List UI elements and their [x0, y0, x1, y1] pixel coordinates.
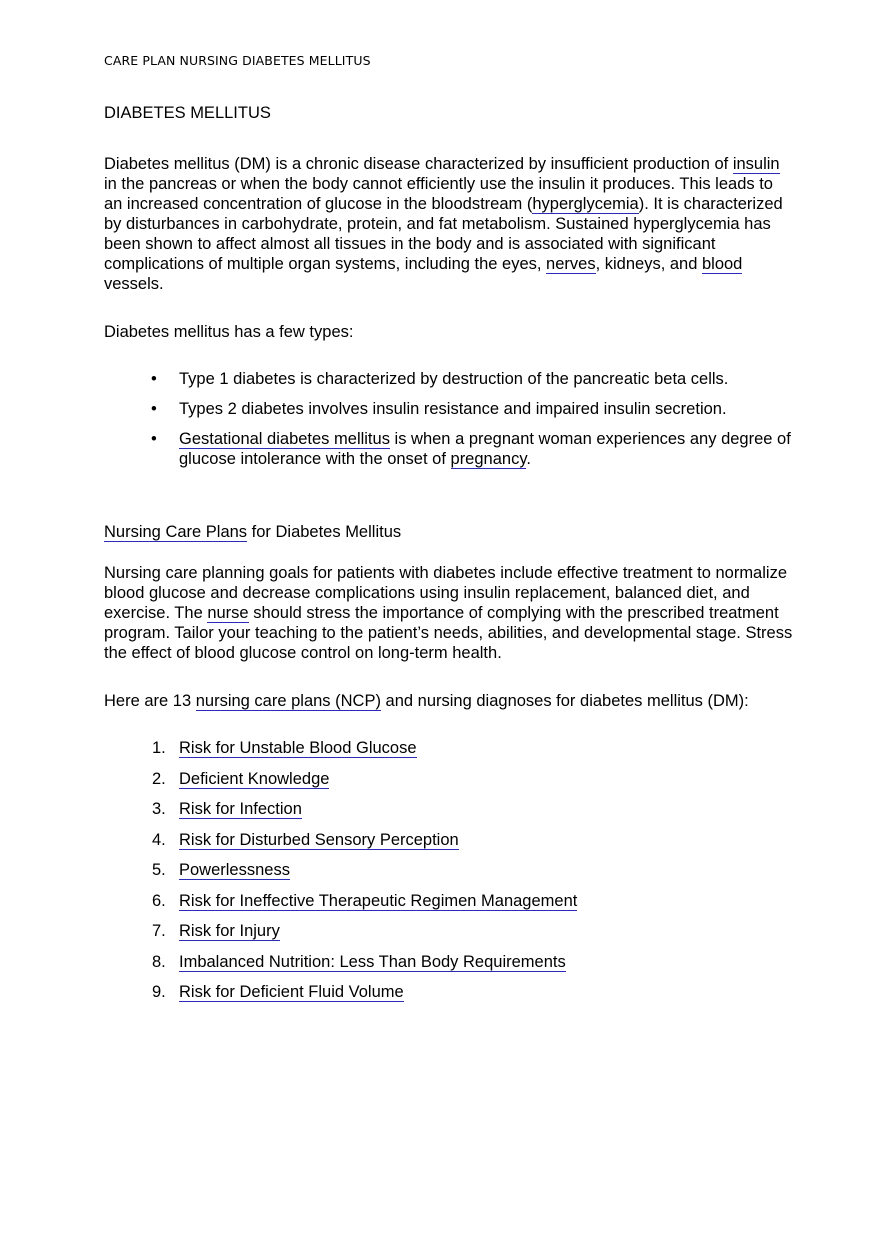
list-intro-text-2: and nursing diagnoses for diabetes mellitus (DM): [380, 692, 749, 710]
nerves-link[interactable]: nerves [546, 255, 596, 273]
nursing-care-plans-link[interactable]: Nursing Care Plans [104, 523, 248, 541]
insulin-link[interactable]: insulin [732, 155, 780, 173]
list-item [104, 830, 794, 850]
list-number: 1. [152, 739, 166, 757]
list-item [104, 769, 794, 789]
blood-link[interactable]: blood [701, 255, 743, 273]
list-item [104, 952, 794, 972]
ncp-item-link[interactable]: Risk for Ineffective Therapeutic Regimen Management [179, 891, 578, 910]
diabetes-types-list-wrap [104, 369, 794, 469]
section-heading [104, 522, 794, 542]
list-number: 8. [152, 952, 166, 971]
ncp-list [104, 738, 794, 1002]
hyperglycemia-link[interactable]: hyperglycemia [532, 195, 639, 213]
gestational-diabetes-link[interactable]: Gestational diabetes mellitus [179, 430, 390, 448]
list-item [104, 860, 794, 880]
ncp-item-link[interactable]: Risk for Infection [179, 800, 302, 818]
ncp-item-link[interactable]: Powerlessness [179, 861, 290, 879]
ncp-item-link[interactable]: Deficient Knowledge [179, 769, 330, 788]
types-intro: Diabetes mellitus has a few types: [104, 323, 354, 341]
intro-text-1: Diabetes mellitus (DM) is a chronic disease characterized by insufficient production of [104, 155, 733, 173]
list-number: 4. [152, 830, 166, 849]
document-body [104, 100, 794, 1013]
list-item [104, 891, 794, 911]
list-number: 6. [152, 891, 166, 910]
ncp-link[interactable]: nursing care plans (NCP) [195, 692, 381, 710]
intro-text-5: vessels. [104, 275, 164, 293]
goals-paragraph [104, 563, 794, 663]
ncp-item-link[interactable]: Risk for Deficient Fluid Volume [179, 983, 404, 1001]
list-number: 7. [152, 922, 166, 940]
list-item-type1: • Type 1 diabetes is characterized by destruction of the pancreatic beta cells. [104, 369, 794, 389]
list-number: 3. [152, 800, 166, 818]
list-item [104, 738, 794, 758]
running-header: CARE PLAN NURSING DIABETES MELLITUS [104, 53, 371, 68]
ncp-item-link[interactable]: Risk for Injury [179, 922, 280, 940]
list-item [104, 921, 794, 941]
ncp-item-link[interactable]: Imbalanced Nutrition: Less Than Body Requirements [179, 952, 566, 971]
list-number: 2. [152, 769, 166, 788]
ncp-item-link[interactable]: Risk for Disturbed Sensory Perception [179, 830, 459, 849]
nurse-link[interactable]: nurse [207, 604, 249, 622]
gestational-text-2: . [526, 450, 531, 468]
list-intro [104, 691, 794, 711]
ncp-item-link[interactable]: Risk for Unstable Blood Glucose [179, 739, 417, 757]
intro-paragraph [104, 154, 794, 294]
gestational-text-1: is when a pregnant woman experiences any degree of glucose intolerance with the onset of [179, 430, 791, 468]
intro-text-2: in the pancreas or when the body cannot efficiently use the insulin it produces. This leads to an increased concentration of glucose in the bloodstream ( [104, 175, 773, 213]
intro-text-4: , kidneys, and [595, 255, 702, 273]
diabetes-types-list [104, 369, 794, 469]
goals-text-2: should stress the importance of complying with the prescribed treatment program. Tailor your teaching to the patient’s needs, abilities, and developmental stage. Stress the effect of blood glucose control on long-term health. [104, 604, 793, 662]
document-title: DIABETES MELLITUS [104, 104, 271, 122]
list-item-type2: • Types 2 diabetes involves insulin resistance and impaired insulin secretion. [104, 399, 794, 419]
list-item [104, 799, 794, 819]
goals-text-1: Nursing care planning goals for patients with diabetes include effective treatment to normalize blood glucose and decrease complications using insulin replacement, balanced diet, and exercise. The [104, 564, 787, 622]
pregnancy-link[interactable]: pregnancy [450, 450, 527, 468]
section-heading-rest: for Diabetes Mellitus [247, 523, 402, 541]
list-intro-text-1: Here are 13 [104, 692, 196, 710]
intro-text-3: ). It is characterized by disturbances in carbohydrate, protein, and fat metabolism. Sustained hyperglycemia has been shown to affect almost all tissues in the body and is associated with significant complications of multiple organ systems, including the eyes, [104, 195, 783, 273]
list-item-gestational [104, 429, 794, 469]
list-number: 5. [152, 861, 166, 879]
list-item [104, 982, 794, 1002]
list-number: 9. [152, 983, 166, 1001]
